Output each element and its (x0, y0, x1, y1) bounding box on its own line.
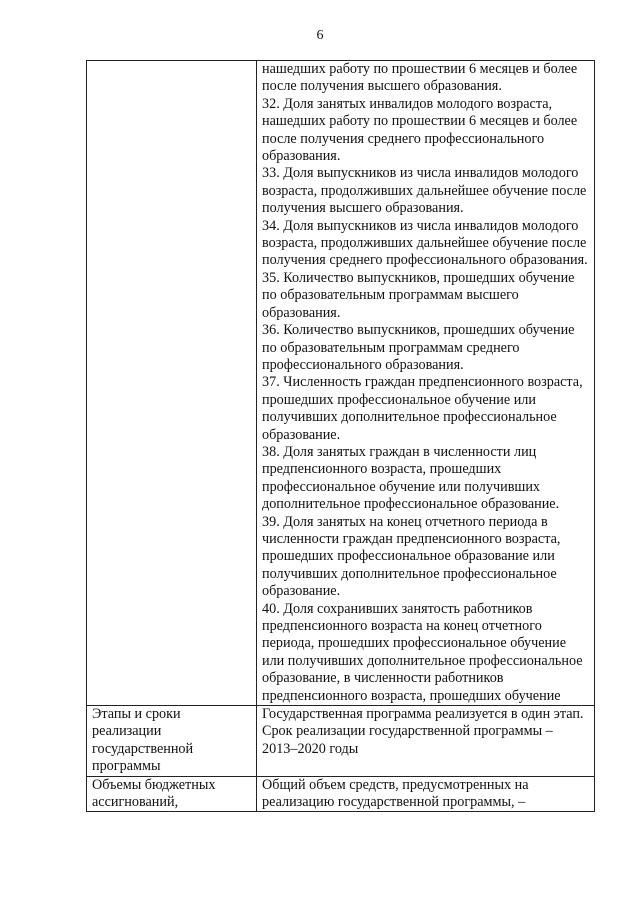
table-row (87, 61, 595, 706)
page-number: 6 (316, 28, 324, 43)
table-cell-value (257, 776, 595, 812)
indicator-37: 37. Численность граждан предпенсионного возраста, прошедших профессиональное обучение или получивших дополнительное профессиональное образование. (262, 374, 583, 443)
table-row (87, 706, 595, 777)
indicator-33: 33. Доля выпускников из числа инвалидов молодого возраста, продолживших дальнейшее обучение после получения высшего образования. (262, 165, 587, 217)
stages-text: Государственная программа реализуется в один этап. (262, 706, 584, 723)
table-cell-indicators (257, 61, 595, 706)
indicator-40: 40. Доля сохранивших занятость работников предпенсионного возраста на конец отчетного периода, прошедших профессиональное обучение или получивших дополнительное профессиональное образование, в численности работников предпенсионного возраста, прошедших обучение (262, 600, 583, 704)
table-cell-label (87, 61, 257, 706)
indicator-continuation: нашедших работу по прошествии 6 месяцев и более после получения высшего образования. (262, 61, 578, 95)
indicator-38: 38. Доля занятых граждан в численности лиц предпенсионного возраста, прошедших профессиональное обучение или получивших дополнительное профессиональное образование. (262, 443, 560, 513)
table-cell-value (257, 706, 595, 777)
indicator-39: 39. Доля занятых на конец отчетного периода в численности граждан предпенсионного возраста, прошедших профессиональное образование или получивших дополнительное профессиональное образование. (262, 513, 561, 600)
indicator-35: 35. Количество выпускников, прошедших обучение по образовательным программам высшего образования. (262, 269, 575, 321)
budget-text: Общий объем средств, предусмотренных на реализацию государственной программы, – (262, 776, 529, 811)
table-row (87, 776, 595, 812)
stages-label: Этапы и сроки реализации государственной программы (92, 706, 194, 775)
indicator-32: 32. Доля занятых инвалидов молодого возраста, нашедших работу по прошествии 6 месяцев и более после получения среднего профессионального образования. (262, 95, 578, 165)
term-text: Срок реализации государственной программы – 2013–2020 годы (262, 723, 553, 757)
indicator-36: 36. Количество выпускников, прошедших обучение по образовательным программам среднего профессионального образования. (262, 322, 575, 373)
table-cell-label (87, 776, 257, 812)
program-passport-table (86, 60, 595, 812)
budget-label: Объемы бюджетных ассигнований, (92, 776, 216, 811)
indicator-34: 34. Доля выпускников из числа инвалидов молодого возраста, продолживших дальнейшее обучение после получения среднего профессионального образования. (262, 217, 588, 269)
table-cell-label (87, 706, 257, 777)
